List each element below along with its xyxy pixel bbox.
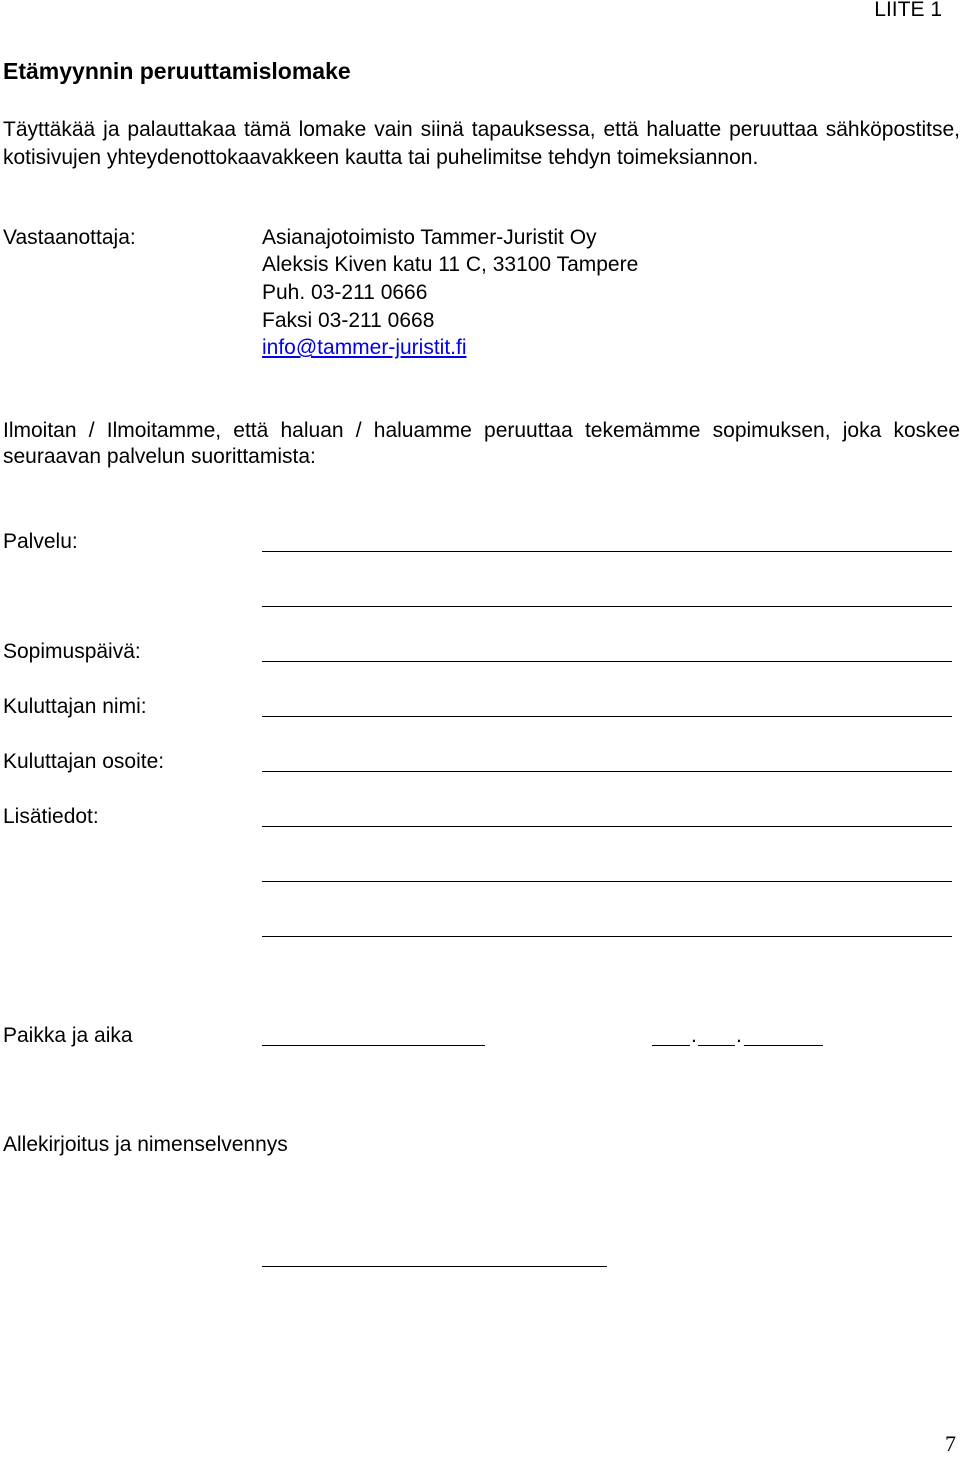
service-line-1[interactable] xyxy=(262,551,952,552)
contract-date-line[interactable] xyxy=(262,661,952,662)
additional-info-label: Lisätiedot: xyxy=(3,805,99,828)
signature-label: Allekirjoitus ja nimenselvennys xyxy=(3,1133,288,1156)
date-separator-2: . xyxy=(736,1024,742,1047)
recipient-email-link[interactable]: info@tammer-juristit.fi xyxy=(262,336,467,359)
place-line[interactable] xyxy=(262,1045,485,1046)
recipient-address: Aleksis Kiven katu 11 C, 33100 Tampere xyxy=(262,253,639,276)
date-year-line[interactable] xyxy=(744,1045,823,1046)
consumer-address-label: Kuluttajan osoite: xyxy=(3,750,165,773)
date-month-line[interactable] xyxy=(698,1045,735,1046)
recipient-phone: Puh. 03-211 0666 xyxy=(262,281,428,304)
recipient-company: Asianajotoimisto Tammer-Juristit Oy xyxy=(262,226,597,249)
cancellation-notice: Ilmoitan / Ilmoitamme, että haluan / haluamme peruuttaa tekemämme sopimuksen, joka koskee seuraavan palvelun suorittamista: xyxy=(3,419,960,468)
consumer-address-line[interactable] xyxy=(262,771,952,772)
additional-info-line-1[interactable] xyxy=(262,826,952,827)
date-day-line[interactable] xyxy=(652,1045,690,1046)
appendix-label: LIITE 1 xyxy=(874,0,942,21)
intro-paragraph: Täyttäkää ja palauttakaa tämä lomake vain siinä tapauksessa, että haluatte peruuttaa sähköpostitse, kotisivujen yhteydenottokaavakkeen kautta tai puhelimitse tehdyn toimeksiannon. xyxy=(3,118,960,169)
additional-info-line-3[interactable] xyxy=(262,936,952,937)
date-separator-1: . xyxy=(691,1024,697,1047)
contract-date-label: Sopimuspäivä: xyxy=(3,640,141,663)
recipient-label: Vastaanottaja: xyxy=(3,226,136,249)
form-title: Etämyynnin peruuttamislomake xyxy=(3,58,351,84)
signature-line[interactable] xyxy=(262,1266,607,1267)
recipient-fax: Faksi 03-211 0668 xyxy=(262,309,435,332)
place-time-label: Paikka ja aika xyxy=(3,1024,133,1047)
additional-info-line-2[interactable] xyxy=(262,881,952,882)
consumer-name-label: Kuluttajan nimi: xyxy=(3,695,147,718)
service-label: Palvelu: xyxy=(3,530,78,553)
consumer-name-line[interactable] xyxy=(262,716,952,717)
page-number: 7 xyxy=(945,1431,956,1456)
service-line-2[interactable] xyxy=(262,606,952,607)
